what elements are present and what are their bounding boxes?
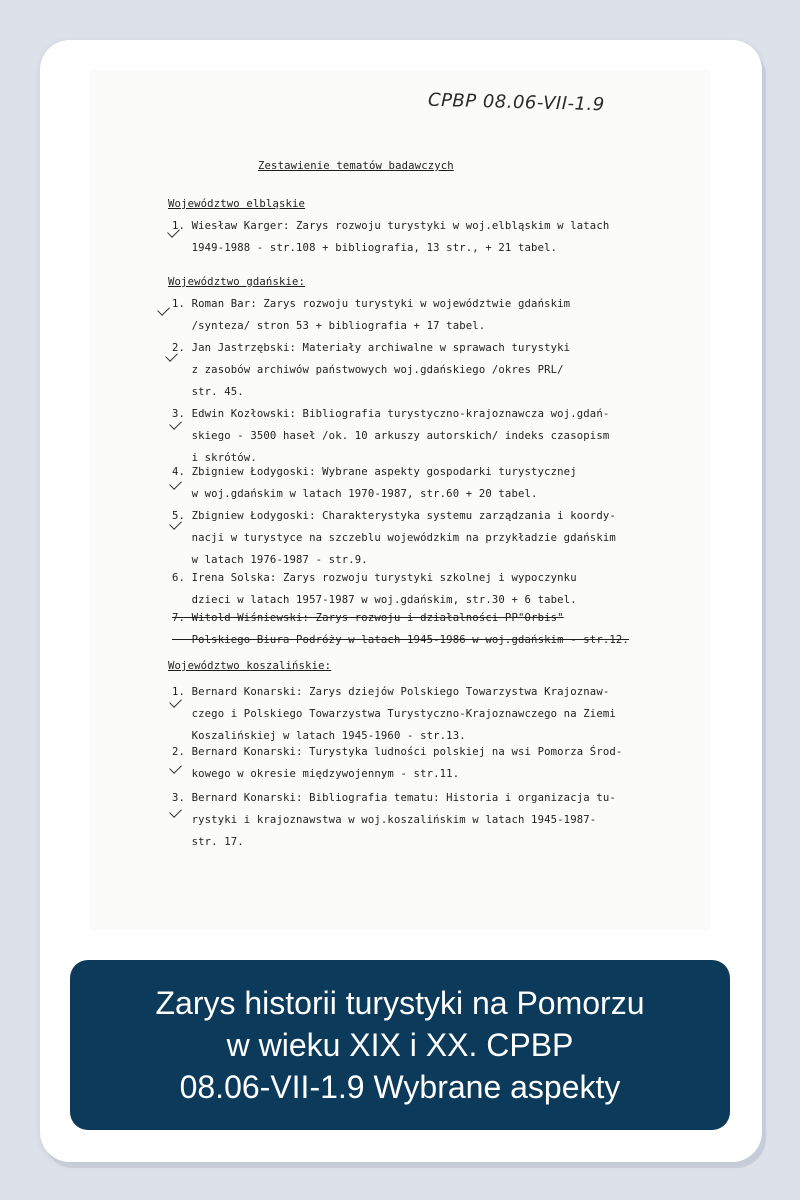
section-heading: Województwo koszalińskie: (168, 660, 332, 672)
check-mark-icon (157, 303, 170, 316)
caption-text (155, 982, 644, 1108)
list-item: 2. Bernard Konarski: Turystyka ludności polskiej na wsi Pomorza Środ- kowego w okresie międzywojennym - str.11. (172, 746, 623, 780)
list-item: 3. Bernard Konarski: Bibliografia tematu: Historia i organizacja tu- rystyki i krajoznawstwa w woj.koszalińskim w latach 1945-1987- str. 17. (172, 792, 616, 848)
list-item: 6. Irena Solska: Zarys rozwoju turystyki szkolnej i wypoczynku dzieci w latach 1957-1987 w woj.gdańskim, str.30 + 6 tabel. (172, 572, 577, 606)
list-item: 3. Edwin Kozłowski: Bibliografia turystyczno-krajoznawcza woj.gdań- skiego - 3500 haseł /ok. 10 arkuszy autorskich/ indeks czasopism i skrótów. (172, 408, 610, 464)
list-item: 4. Zbigniew Łodygoski: Wybrane aspekty gospodarki turystycznej w woj.gdańskim w latach 1970-1987, str.60 + 20 tabel. (172, 466, 577, 500)
list-item: 1. Wiesław Karger: Zarys rozwoju turystyki w woj.elbląskim w latach 1949-1988 - str.108 + bibliografia, 13 str., + 21 tabel. (172, 220, 610, 254)
list-item-struck: 7. Witold Wiśniewski: Zarys rozwoju i działalności PP"Orbis" Polskiego Biura Podróży w latach 1945-1986 w woj.gdańskim - str.12. (172, 612, 629, 646)
caption-line: Zarys historii turystyki na Pomorzu (155, 985, 645, 1021)
list-item: 5. Zbigniew Łodygoski: Charakterystyka systemu zarządzania i koordy- nacji w turystyce na szczeblu wojewódzkim na przykładzie gdańskim w latach 1976-1987 - str.9. (172, 510, 616, 566)
document-title: Zestawienie tematów badawczych (258, 160, 454, 172)
section-heading: Województwo elbląskie (168, 198, 306, 210)
section-heading: Województwo gdańskie: (168, 276, 306, 288)
caption-line: w wieku XIX i XX. CPBP (226, 1027, 574, 1063)
caption-banner (70, 960, 730, 1130)
list-item: 1. Bernard Konarski: Zarys dziejów Polskiego Towarzystwa Krajoznaw- czego i Polskiego Towarzystwa Turystyczno-Krajoznawczego na Ziemi Koszalińskiej w latach 1945-1960 - str.13. (172, 686, 616, 742)
list-item: 1. Roman Bar: Zarys rozwoju turystyki w województwie gdańskim /synteza/ stron 53 + bibliografia + 17 tabel. (172, 298, 571, 332)
caption-line: 08.06-VII-1.9 Wybrane aspekty (179, 1069, 621, 1105)
handwritten-reference-number: CPBP 08.06-VII-1.9 (427, 89, 605, 116)
document-scan (90, 70, 710, 930)
list-item: 2. Jan Jastrzębski: Materiały archiwalne w sprawach turystyki z zasobów archiwów państwowych woj.gdańskiego /okres PRL/ str. 45. (172, 342, 571, 398)
